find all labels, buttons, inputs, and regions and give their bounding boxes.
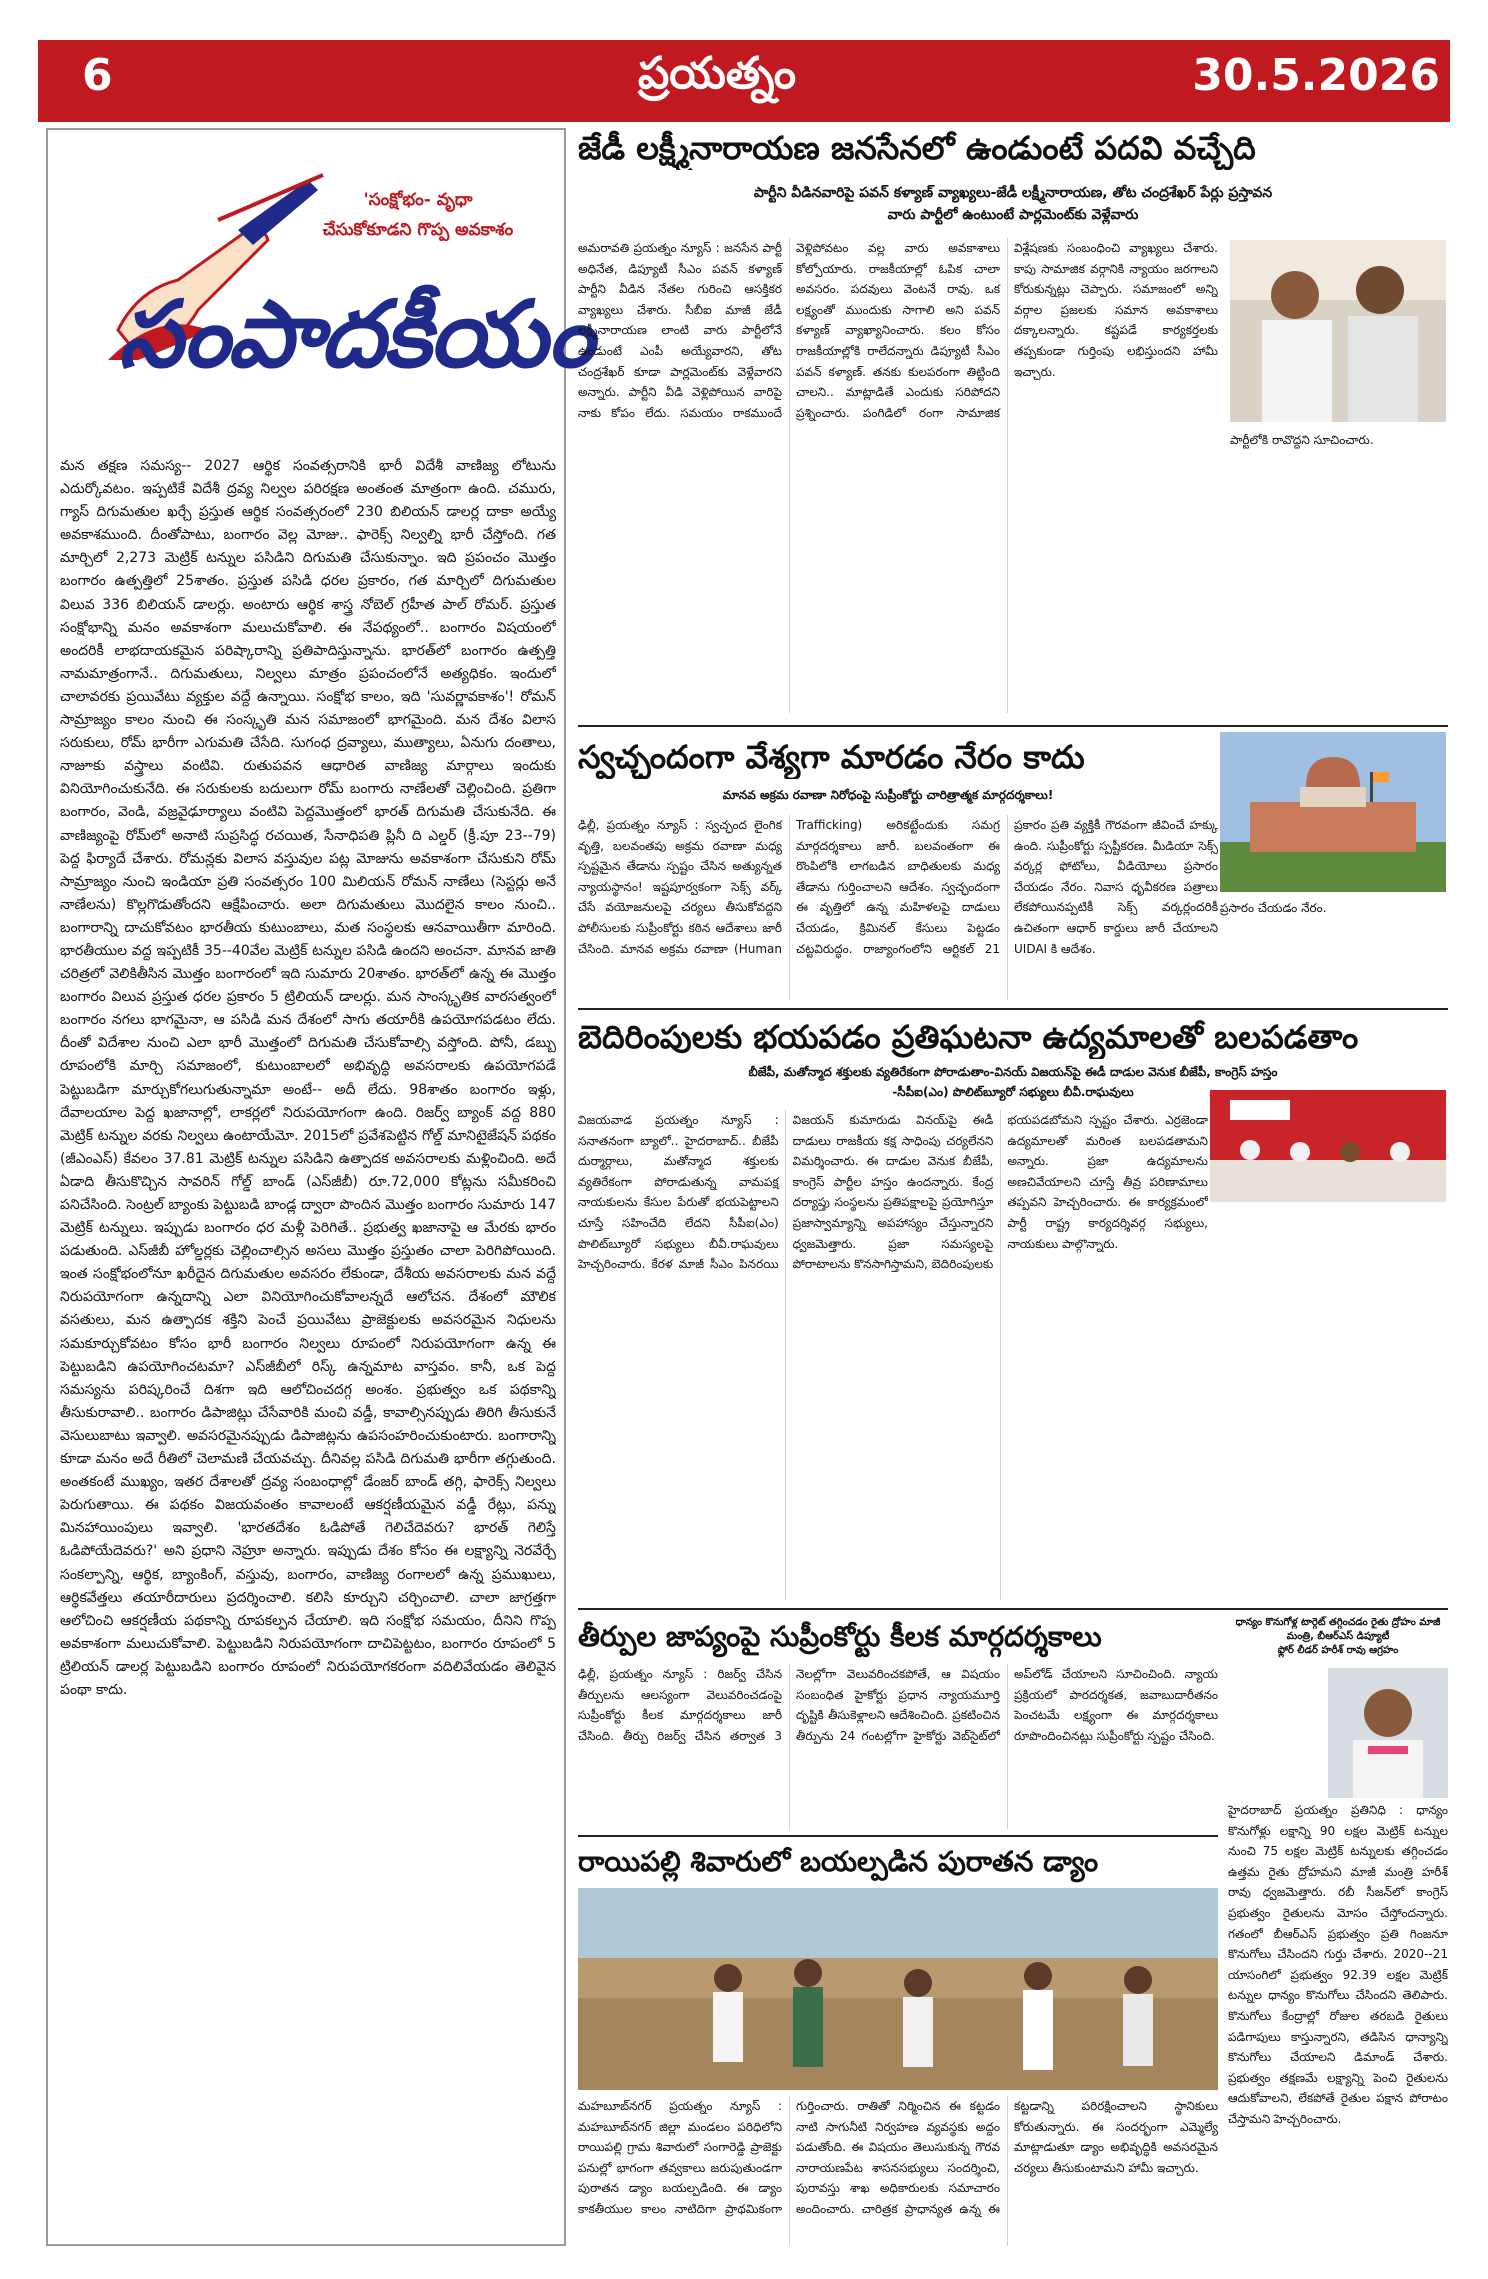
article-1-photo-caption: పార్టీలోకి రావొద్దని సూచించారు. xyxy=(1230,433,1374,447)
divider xyxy=(578,1608,1448,1610)
page-number: 6 xyxy=(82,50,113,101)
article-4-body: ఢిల్లీ, ప్రయత్నం న్యూస్ : రిజర్వ్ చేసిన తీర్పులను ఆలస్యంగా వెలువరించడంపై సుప్రీంకోర్టు కీలక మార్గదర్శకాలు జారీ చేసింది. తీర్పు రిజర్వ్ చేసిన తర్వాత 3 నెలల్లోగా వెలువరించకపోతే, ఆ విషయం సంబంధిత హైకోర్టు ప్రధాన న్యాయమూర్తి దృష్టికి తీసుకెళ్లాలని ఆదేశించింది. ప్రకటించిన తీర్పును 24 గంటల్లోగా హైకోర్టు వెబ్‌సైట్‌లో అప్‌లోడ్ చేయాలని సూచించింది. న్యాయ ప్రక్రియలో పారదర్శకత, జవాబుదారీతనం పెంచటమే లక్ష్యంగా ఈ మార్గదర్శకాలు రూపొందించినట్లు సుప్రీంకోర్టు స్పష్టం చేసింది. xyxy=(578,1667,1218,1743)
article-3-side-text xyxy=(1210,1208,1446,1600)
article-1-headline-block xyxy=(578,126,1448,186)
dam-site-image xyxy=(578,1888,1218,2090)
article-3-subhead-1: బీజేపీ, మతోన్మాద శక్తులకు వ్యతిరేకంగా పోరాడుతాం-వినయ్ విజయన్‌పై ఈడీ దాడుల వెనుక బీజేపీ, కాంగ్రెస్ హస్తం xyxy=(748,1065,1278,1079)
article-3-body: విజయవాడ ప్రయత్నం న్యూస్ : సనాతనంగా బ్యాలో.. హైదరాబాద్.. బీజేపీ దుర్మార్గాలు, మతోన్మాద శక్తులకు వ్యతిరేకంగా పోరాడుతున్న వామపక్ష నాయకులను కేసుల పేరుతో భయపెట్టాలని చూస్తే సహించేది లేదని సీపీఐ(ఎం) పొలిట్‌బ్యూరో సభ్యులు బీవీ.రాఘవులు హెచ్చరించారు. కేరళ మాజీ సీఎం పినరయి విజయన్ కుమారుడు వినయ్‌పై ఈడీ దాడులు రాజకీయ కక్ష సాధింపు చర్యలేనని విమర్శించారు. ఈ దాడుల వెనుక బీజేపీ, కాంగ్రెస్ పార్టీల హస్తం ఉందన్నారు. కేంద్ర దర్యాప్తు సంస్థలను ప్రతిపక్షాలపై ప్రయోగిస్తూ ప్రజాస్వామ్యాన్ని అపహాస్యం చేస్తున్నారని ధ్వజమెత్తారు. ప్రజా సమస్యలపై పోరాటాలను కొనసాగిస్తామని, బెదిరింపులకు భయపడబోమని స్పష్టం చేశారు. ఎర్రజెండా ఉద్యమాలతో మరింత బలపడతామని అన్నారు. ప్రజా ఉద్యమాలను అణచివేయాలని చూస్తే తీవ్ర పరిణామాలు తప్పవని హెచ్చరించారు. ఈ కార్యక్రమంలో పార్టీ రాష్ట్ర కార్యదర్శివర్గ సభ్యులు, నాయకులు పాల్గొన్నారు. xyxy=(578,1113,1208,1272)
editorial-tagline-line-1: 'సంక్షోభం- వృధా xyxy=(363,190,473,210)
harish-rao-photo xyxy=(1328,1668,1448,1798)
article-5-headline-block xyxy=(578,1840,1218,1884)
article-6-photo xyxy=(1328,1668,1448,1798)
article-4-headline-block xyxy=(578,1615,1198,1659)
issue-date: 30.5.2026 xyxy=(1192,50,1440,101)
divider xyxy=(578,725,1448,727)
article-6-body-intro xyxy=(1228,1668,1324,1798)
article-5-photo xyxy=(578,1888,1218,2090)
article-2-body: ఢిల్లీ, ప్రయత్నం న్యూస్ : స్వచ్ఛంద లైంగిక వృత్తి, బలవంతపు అక్రమ రవాణా మధ్య స్పష్టమైన తేడాను స్పష్టం చేసిన అత్యున్నత న్యాయస్థానం! ఇష్టపూర్వకంగా సెక్స్ వర్క్ చేసే వయోజనులపై చర్యలు తీసుకోవద్దని పోలీసులకు సుప్రీంకోర్టు కఠిన ఆదేశాలు జారీ చేసింది. మానవ అక్రమ రవాణా (Human Trafficking) అరికట్టేందుకు సమగ్ర మార్గదర్శకాలు జారీ. బలవంతంగా ఈ రొంపిలోకి లాగబడిన బాధితులకు మధ్య తేడాను గుర్తించాలని ఆదేశం. స్వచ్ఛందంగా ఈ వృత్తిలో ఉన్న మహిళలపై దాడులు చేయడం, క్రిమినల్ కేసులు పెట్టడం చట్టవిరుద్ధం. రాజ్యాంగంలోని ఆర్టికల్ 21 ప్రకారం ప్రతి వ్యక్తికీ గౌరవంగా జీవించే హక్కు ఉంది. సుప్రీంకోర్టు స్పష్టీకరణ. మీడియా సెక్స్ వర్కర్ల ఫోటోలు, వీడియోలు ప్రసారం చేయడం నేరం. నివాస ధృవీకరణ పత్రాలు లేకపోయినప్పటికీ సెక్స్ వర్కర్లందరికీ ఉచితంగా ఆధార్ కార్డులు జారీ చేయాలని UIDAI కి ఆదేశం. xyxy=(578,818,1218,956)
article-6-headline-1: ధాన్యం కొనుగోళ్ల టార్గెట్ తగ్గించడం రైతు ద్రోహం మాజీ మంత్రి, బీఆర్ఎస్ డిప్యూటీ xyxy=(1235,1617,1441,1642)
article-2-subhead: మానవ అక్రమ రవాణా నిరోధంపై సుప్రీంకోర్టు చారిత్రాత్మక మార్గదర్శకాలు! xyxy=(722,788,1054,802)
article-2-photo-caption: ప్రసారం చేయడం నేరం. xyxy=(1220,901,1327,915)
article-1-subhead-2: వారు పార్టీలో ఉంటుంటే పార్లమెంట్‌కు వెళ్లేవారు xyxy=(887,207,1139,223)
article-1-subheads xyxy=(578,182,1448,232)
article-3-headline: బెదిరింపులకు భయపడం ప్రతిఘటనా ఉద్యమాలతో బలపడతాం xyxy=(578,1018,1359,1056)
article-5-headline: రాయిపల్లి శివారులో బయల్పడిన పురాతన డ్యాం xyxy=(578,1845,1099,1878)
article-1-body: అమరావతి ప్రయత్నం న్యూస్ : జనసేన పార్టీ అధినేత, డిప్యూటీ సీఎం పవన్ కళ్యాణ్ పార్టీని వీడిన నేతల గురించి ఆసక్తికర వ్యాఖ్యలు చేశారు. సీబీఐ మాజీ జేడీ లక్ష్మీనారాయణ లాంటి వారు పార్టీలోనే ఉండుంటే ఎంపీ అయ్యేవారని, తోట చంద్రశేఖర్ కూడా పార్లమెంట్‌కు వెళ్లేవారని అన్నారు. పార్టీని వీడి వెళ్లిపోయిన వారిపై నాకు కోపం లేదు. సమయం రాకముందే వెళ్లిపోవటం వల్ల వారు అవకాశాలు కోల్పోయారు. రాజకీయాల్లో ఓపిక చాలా అవసరం. పదవులు వెంటనే రావు. ఒక లక్ష్యంతో ముందుకు సాగాలి అని పవన్ కళ్యాణ్ వ్యాఖ్యానించారు. కలం కోసం రాజకీయాల్లోకి రాలేదన్నారు డిప్యూటీ సీఎం పవన్ కళ్యాణ్. తనకు కులపరంగా తిట్టింది చాలని.. మాట్లాడితే ఎందుకు సరిపోదని ప్రశ్నించారు. పంగిడిలో రంగా సామాజిక విశ్లేషణకు సంబంధించి వ్యాఖ్యలు చేశారు. కాపు సామాజిక వర్గానికి న్యాయం జరగాలని కోరుకున్నట్లు చెప్పారు. సమాజంలో అన్ని వర్గాల ప్రజలకు సమాన అవకాశాలు దక్కాలన్నారు. కష్టపడే కార్యకర్తలకు తప్పకుండా గుర్తింపు లభిస్తుందని హామీ ఇచ్చారు. xyxy=(578,241,1218,420)
supreme-court-image xyxy=(1220,732,1446,892)
article-6-headline-2: ఫ్లోర్ లీడర్ హరీశ్ రావు ఆగ్రహం xyxy=(1277,1645,1399,1656)
editorial-body: మన తక్షణ సమస్య-- 2027 ఆర్థిక సంవత్సరానికి భారీ విదేశీ వాణిజ్య లోటును ఎదుర్కోవటం. ఇప్పటికే విదేశీ ద్రవ్య నిల్వల పరిరక్షణ అంతంత మాత్రంగా ఉంది. చమురు, గ్యాస్ దిగుమతుల ఖర్చే ప్రస్తుత ఆర్థిక సంవత్సరంలో 230 బిలియన్ డాలర్ల దాకా అయ్యే అవకాశముంది. దీంతోపాటు, బంగారం వెల్ల మోజు.. ఫారెక్స్ నిల్వల్ని భారీ చేస్తోంది. గత మార్చిలో 2,273 మెట్రిక్ టన్నుల పసిడిని దిగుమతి చేసుకున్నాం. ఇది ప్రపంచం మొత్తం బంగారం ఉత్పత్తిలో 25శాతం. ప్రస్తుత పసిడి ధరల ప్రకారం, గత మార్చిలో దిగుమతుల విలువ 336 బిలియన్ డాలర్లు. అంటారు ఆర్థిక శాస్త్ర నోబెల్ గ్రహీత పాల్ రోమర్. ప్రస్తుత సంక్షోభాన్ని మనం అవకాశంగా మలుచుకోవాలి. ఈ నేపథ్యంలో.. బంగారం విషయంలో అందరికీ లాభదాయకమైన పరిష్కారాన్ని ప్రతిపాదిస్తున్నాను. భారత్‌లో బంగారం ఉత్పత్తి నామమాత్రంగానే.. దిగుమతులు, నిల్వలు మాత్రం ప్రపంచంలోనే అత్యధికం. ఇందులో చాలావరకు ప్రయివేటు వ్యక్తుల వద్దే ఉన్నాయి. సంక్షోభ కాలం, ఇది 'సువర్ణావకాశం'! రోమన్ సామ్రాజ్యం కాలం నుంచి ఈ సంస్కృతి మన సమాజంలో భాగమైంది. మన దేశం విలాస సరుకులు, రోమ్ భారీగా ఎగుమతి చేసేది. సుగంధ ద్రవ్యాలు, ముత్యాలు, ఏనుగు దంతాలు, నాజూకు వస్త్రాలు వంటివి. రుతుపవన ఆధారిత వాణిజ్య మార్గాలు ఇందుకు వినియోగించుకునేది. ఈ సరుకులకు బదులుగా రోమ్ బంగారు నాణేలతో చెల్లించింది. ప్రతిగా బంగారం, వెండి, వజ్రవైఢూర్యాలు వంటివి పెద్దమొత్తంలో భారత్ దిగుమతి చేసుకునేది. ఈ వాణిజ్యంపై రోమ్‌లో అనాటి సుప్రసిద్ధ రచయిత, సేనాధిపతి ప్లినీ ది ఎల్డర్ (క్రీ.పూ 23--79) పెద్ద ఫిర్యాదే చేశారు. రోమన్లకు విలాస వస్తువుల పట్ల మోజును అవకాశంగా చేసుకుని రోమ్ సామ్రాజ్యం నుంచి ఇండియా ప్రతి సంవత్సరం 100 మిలియన్ రోమన్ నాణేలు (సెస్టర్లు అనే నాణేలను) కొల్లగొడుతోందని ఆక్షేపించారు. అలా దిగుమతులు మొదలైన కాలం నుంచి.. బంగారాన్ని దాచుకోవటం భారతీయ కుటుంబాలు, మత సంస్థలకు ఆనవాయితీగా మారింది. భారతీయుల వద్ద ఇప్పటికీ 35--40వేల మెట్రిక్ టన్నుల పసిడి ఉందని అంచనా. మానవ జాతి చరిత్రలో వెలికితీసిన మొత్తం బంగారంలో ఇది సుమారు 20శాతం. భారత్‌లో ఉన్న ఈ మొత్తం బంగారం విలువ ప్రస్తుత ధరల ప్రకారం 5 ట్రిలియన్ డాలర్లు. మన సాంస్కృతిక వారసత్వంలో బంగారం నగలు భాగమైనా, ఆ పసిడి మన దేశంలో సాగు తయారీకి ఉపయోగపడటం లేదు. దీంతో విదేశాల నుంచి ఎలా భారీ మొత్తంలో దిగుమతి చేసుకోవాల్సి వస్తోంది. పోనీ, డబ్బు రూపంలోకి మార్చి సమాజంలో, కుటుంబాలలో అభివృద్ధి అవసరాలకు ఉపయోగపడే పెట్టుబడిగా మార్చుకోగలుగుతున్నామా అంటే-- అదీ లేదు. 98శాతం బంగారం ఇళ్లు, దేవాలయాల పెద్ద ఖజానాల్లో, లాకర్లలో నిరుపయోగంగా ఉంది. రిజర్వ్ బ్యాంక్ వద్ద 880 మెట్రిక్ టన్నుల వరకు నిల్వలు ఉంటాయేమో. 2015లో ప్రవేశపెట్టిన గోల్డ్ మానిటైజేషన్ పథకం (జీఎంఎస్) కేవలం 37.81 మెట్రిక్ టన్నుల పసిడిని ఉత్పాదక అవసరాలకు మళ్లించింది. అదే ఏడాది తీసుకొచ్చిన సావరిన్ గోల్డ్ బాండ్ (ఎస్‌జీబీ) రూ.72,000 కోట్లను సమీకరించి పనిచేసింది. సెంట్రల్ బ్యాంకు పెట్టుబడి బాండ్ల ద్వారా పొందిన మొత్తం బంగారం సుమారు 147 మెట్రిక్ టన్నులు. ఇప్పుడు బంగారం ధర మళ్లీ పెరిగితే.. ప్రభుత్వ ఖజానాపై ఆ మేరకు భారం పడుతుంది. ఎస్‌జీబీ హోల్డర్లకు చెల్లించాల్సిన అసలు మొత్తం ప్రస్తుతం చాలా పెరిగిపోయింది. ఇంత సంక్షోభంలోనూ ఖరీదైన దిగుమతుల అవసరం లేకుండా, దేశీయ అవసరాలకు మన వద్దే నిరుపయోగంగా ఉన్నదాన్ని ఎలా వినియోగించుకోవాలన్నదే ఆలోచన. దేశంలో మౌలిక వసతులు, మన ఉత్పాదక శక్తిని పెంచే ప్రయివేటు ప్రాజెక్టులకు అవసరమైన నిధులను సమకూర్చుకోవటం కోసం భారీ బంగారం నిల్వలు రూపంలో నిరుపయోగంగా ఉన్న ఈ పెట్టుబడిని ఉపయోగించటమా? ఎస్‌జీబీలో రిస్క్ ఉన్నమాట వాస్తవం. కానీ, ఒక పెద్ద సమస్యను పరిష్కరించే దిశగా ఇది ఆలోచించదగ్గ అంశం. ప్రభుత్వం ఒక పథకాన్ని తీసుకురావాలి.. బంగారం డిపాజిట్లు చేసేవారికి మంచి వడ్డీ, కావాల్సినప్పుడు తిరిగి తీసుకునే వెసులుబాటు ఇవ్వాలి. అవసరమైనప్పుడు డిపాజిట్లను ఉపసంహరించుకుంటారు. బంగారాన్ని కూడా మనం అదే రీతిలో చెలామణి చేయవచ్చు. దీనివల్ల పసిడి దిగుమతి భారీగా తగ్గుతుంది. అంతకంటే ముఖ్యం, ఇతర దేశాలతో ద్రవ్య సంబంధాల్లో డేంజర్‌ బాండ్‌ తగ్గి, ఫారెక్స్ నిల్వలు పెరుగుతాయి. ఈ పథకం విజయవంతం కావాలంటే ఆకర్షణీయమైన వడ్డీ రేట్లు, పన్ను మినహాయింపులు ఇవ్వాలి. 'భారతదేశం ఓడిపోతే గెలిచేదెవరు? భారత్ గెలిస్తే ఓడిపోయేదెవరు?' అని ప్రధాని నెహ్రూ అన్నారు. ఇప్పుడు దేశం కోసం ఈ లక్ష్యాన్ని నెరవేర్చే సంకల్పాన్ని, ఆర్థిక, బ్యాంకింగ్, వస్తువు, బంగారం, వాణిజ్య రంగాలలో ఉన్న ప్రముఖులు, ఆర్థికవేత్తలు తయారీదారులు ప్రదర్శించాలి. కలిసి కూర్చుని చర్చించాలి. చాలా జాగ్రత్తగా ఆలోచించి ఆకర్షణీయ పథకాన్ని రూపకల్పన చేయాలి. ఇది సంక్షోభ సమయం, దీనిని గొప్ప అవకాశంగా మలుచుకోవాలి. పెట్టుబడిని నిరుపయోగంగా దాచిపెట్టటం, బంగారం రూపంలో 5 ట్రిలియన్ డాలర్ల పెట్టుబడిని బంగారం రూపంలో నిరుపయోగకరంగా వదిలివేయడం తెలివైన పంథా కాదు. xyxy=(60,458,556,1698)
article-4-headline: తీర్పుల జాప్యంపై సుప్రీంకోర్టు కీలక మార్గదర్శకాలు xyxy=(578,1620,1102,1653)
article-3-subhead-2: -సీపీఐ(ఎం) పొలిట్‌బ్యూరో సభ్యులు బీవీ.రాఘవులు xyxy=(892,1085,1134,1099)
masthead xyxy=(38,40,1450,122)
article-1-photo xyxy=(1230,240,1446,422)
article-2-subhead-block xyxy=(578,785,1198,807)
editorial-column xyxy=(46,128,593,2246)
divider xyxy=(578,1008,1448,1010)
article-2-headline-block xyxy=(578,735,1198,785)
paper-name: ప్రయత్నం xyxy=(638,48,797,99)
divider xyxy=(578,1835,1218,1837)
article-5-body: మహబూబ్‌నగర్ ప్రయత్నం న్యూస్ : మహబూబ్‌నగర్ జిల్లా మండలం పరిధిలోని రాయిపల్లి గ్రామ శివారులో సంగారెడ్డి ప్రాజెక్టు పనుల్లో భాగంగా తవ్వకాలు జరుపుతుండగా పురాతన డ్యాం బయల్పడింది. ఈ డ్యాం కాకతీయుల కాలం నాటిదిగా ప్రాథమికంగా గుర్తించారు. రాతితో నిర్మించిన ఈ కట్టడం నాటి సాగునీటి నిర్వహణ వ్యవస్థకు అద్దం పడుతోంది. ఈ విషయం తెలుసుకున్న గౌరవ నారాయణపేట శాసనసభ్యులు సందర్శించి, పురావస్తు శాఖ అధికారులకు సమాచారం అందించారు. చారిత్రక ప్రాధాన్యత ఉన్న ఈ కట్టడాన్ని పరిరక్షించాలని స్థానికులు కోరుతున్నారు. ఈ సందర్భంగా ఎమ్మెల్యే మాట్లాడుతూ డ్యాం అభివృద్ధికి అవసరమైన చర్యలు తీసుకుంటామని హామీ ఇచ్చారు. xyxy=(578,2099,1218,2216)
article-1-headline: జేడీ లక్ష్మీనారాయణ జనసేనలో ఉండుంటే పదవి వచ్చేది xyxy=(578,129,1256,167)
newspaper-page xyxy=(38,40,1450,2250)
article-2-headline: స్వచ్ఛందంగా వేశ్యగా మారడం నేరం కాదు xyxy=(578,738,1085,776)
cpim-meeting-image xyxy=(1210,1090,1446,1202)
article-6-body: హైదరాబాద్ ప్రయత్నం ప్రతినిధి : ధాన్యం కొనుగోళ్లు లక్షాన్ని 90 లక్షల మెట్రిక్ టన్నుల నుంచి 75 లక్షల మెట్రిక్ టన్నులకు తగ్గించడం ఉత్తమ రైతు ద్రోహమని మాజీ మంత్రి హరీశ్ రావు ధ్వజమెత్తారు. రబీ సీజన్‌లో కాంగ్రెస్ ప్రభుత్వం రైతులను మోసం చేస్తోందన్నారు. గతంలో బీఆర్ఎస్ ప్రభుత్వం ప్రతి గింజనూ కొనుగోలు చేసిందని గుర్తు చేశారు. 2020--21 యాసంగిలో ప్రభుత్వం 92.39 లక్షల మెట్రిక్ టన్నుల ధాన్యం కొనుగోలు చేసిందని తెలిపారు. కొనుగోలు కేంద్రాల్లో రోజుల తరబడి రైతులు పడిగాపులు కాస్తున్నారని, తడిసిన ధాన్యాన్ని కొనుగోలు చేయాలని డిమాండ్ చేశారు. ప్రభుత్వం తక్షణమే లక్ష్యాన్ని పెంచి రైతులను ఆదుకోవాలని, లేకపోతే రైతుల పక్షాన పోరాటం చేస్తామని హెచ్చరించారు. xyxy=(1228,1803,1448,2126)
article-3-headline-block xyxy=(578,1015,1448,1065)
article-1-subhead-1: పార్టీని వీడినవారిపై పవన్ కళ్యాణ్ వ్యాఖ్యలు-జేడీ లక్ష్మీనారాయణ, తోట చంద్రశేఖర్ పేర్లు ప్రస్తావన xyxy=(753,185,1273,201)
article-1-photo-image xyxy=(1230,240,1446,422)
article-2-photo xyxy=(1220,732,1446,892)
article-3-photo xyxy=(1210,1090,1446,1202)
editorial-title: సంపాదకీయం xyxy=(118,280,593,388)
article-6-headline-block xyxy=(1228,1616,1448,1664)
editorial-tagline xyxy=(278,185,558,245)
editorial-tagline-line-2: చేసుకోకూడని గొప్ప అవకాశం xyxy=(322,220,514,240)
